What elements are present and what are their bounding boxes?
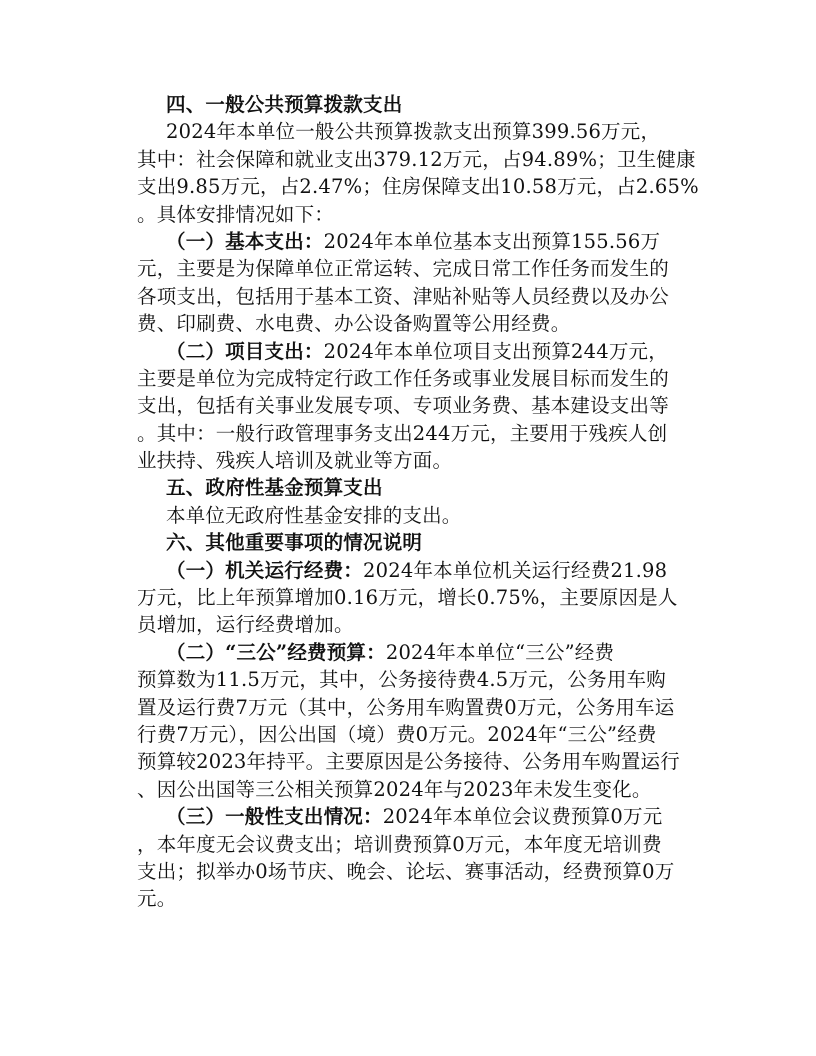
paragraph-line: 预算数为11.5万元，其中，公务接待费4.5万元，公务用车购	[137, 668, 666, 692]
paragraph-line: 2024年本单位一般公共预算拨款支出预算399.56万元，	[166, 120, 661, 144]
paragraph-text: 2024年本单位基本支出预算155.56万	[323, 229, 661, 253]
paragraph-line: 业扶持、残疾人培训及就业等方面。	[137, 449, 453, 473]
paragraph-line: 支出；拟举办0场节庆、晚会、论坛、赛事活动，经费预算0万	[137, 859, 675, 883]
paragraph-line: 支出，包括有关事业发展专项、专项业务费、基本建设支出等	[137, 394, 669, 418]
paragraph-line: 本单位无政府性基金安排的支出。	[166, 503, 462, 527]
paragraph-line: ，本年度无会议费支出；培训费预算0万元，本年度无培训费	[137, 832, 662, 856]
subsection-heading: （二）“三公”经费预算：	[166, 640, 386, 664]
paragraph-line: 元。	[137, 887, 177, 911]
paragraph-line: 元，主要是为保障单位正常运转、完成日常工作任务而发生的	[137, 257, 669, 281]
paragraph-line: 员增加，运行经费增加。	[137, 613, 354, 637]
paragraph-text: 2024年本单位会议费预算0万元	[382, 805, 663, 829]
section-heading: 五、政府性基金预算支出	[166, 476, 383, 500]
paragraph-line: 主要是单位为完成特定行政工作任务或事业发展目标而发生的	[137, 366, 669, 390]
paragraph-line: 。具体安排情况如下：	[137, 202, 335, 226]
paragraph-line: 预算较2023年持平。主要原因是公务接待、公务用车购置运行	[137, 750, 680, 774]
paragraph-text: 2024年本单位项目支出预算244万元，	[323, 339, 668, 363]
subsection-heading: （二）项目支出：	[166, 339, 324, 363]
paragraph-line: 、因公出国等三公相关预算2024年与2023年未发生变化。	[137, 777, 652, 801]
paragraph-line: 支出9.85万元，占2.47%；住房保障支出10.58万元，占2.65%	[137, 175, 699, 199]
paragraph-text: 2024年本单位机关运行经费21.98	[363, 558, 668, 582]
paragraph-line: 。其中：一般行政管理事务支出244万元，主要用于残疾人创	[137, 421, 668, 445]
subsection-line	[137, 639, 697, 666]
section-heading: 四、一般公共预算拨款支出	[166, 93, 403, 116]
subsection-heading: （三）一般性支出情况：	[166, 805, 383, 829]
section-heading: 六、其他重要事项的情况说明	[166, 531, 423, 555]
paragraph-text: 2024年本单位“三公”经费	[385, 640, 615, 664]
subsection-line	[137, 557, 697, 584]
subsection-line	[137, 338, 697, 365]
subsection-heading: （一）基本支出：	[166, 229, 324, 253]
paragraph-line: 其中：社会保障和就业支出379.12万元，占94.89%；卫生健康	[137, 147, 696, 171]
subsection-heading: （一）机关运行经费：	[166, 558, 364, 582]
paragraph-line: 置及运行费7万元（其中，公务用车购置费0万元，公务用车运	[137, 695, 675, 719]
paragraph-line: 费、印刷费、水电费、办公设备购置等公用经费。	[137, 312, 571, 336]
document-page	[137, 91, 697, 913]
subsection-line	[137, 803, 697, 830]
subsection-line	[137, 228, 697, 255]
paragraph-line: 各项支出，包括用于基本工资、津贴补贴等人员经费以及办公	[137, 284, 669, 308]
paragraph-line: 万元，比上年预算增加0.16万元，增长0.75%，主要原因是人	[137, 586, 678, 610]
paragraph-line: 行费7万元），因公出国（境）费0万元。2024年“三公”经费	[137, 722, 657, 746]
